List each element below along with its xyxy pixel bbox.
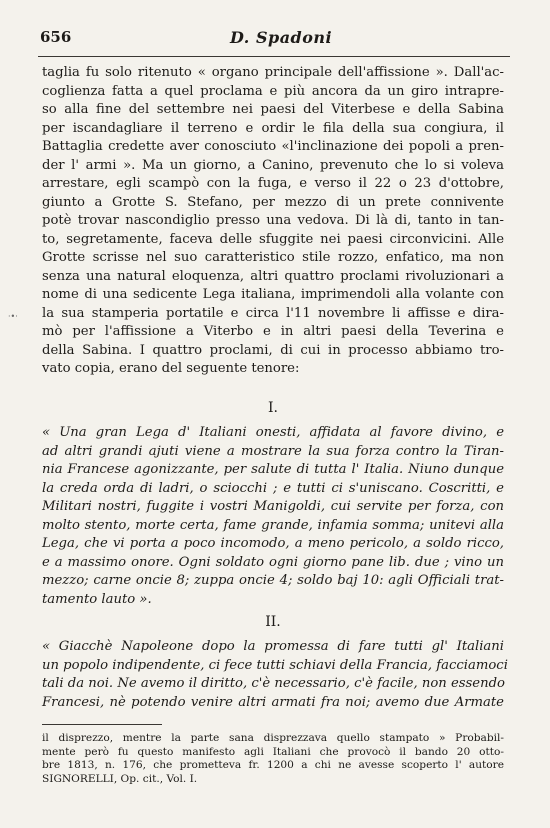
page-header	[40, 28, 510, 52]
footnote	[42, 732, 504, 786]
body-line: Battaglia credette aver conosciuto «l'inclinazione dei popoli a pren-	[42, 139, 504, 154]
quote-line: la creda orda di ladri, o sciocchi ; e tutti ci s'uniscano. Coscritti, e	[42, 480, 504, 496]
quote-line: e a massimo onore. Ogni soldato ogni giorno pane lib. due ; vino un	[42, 554, 504, 570]
section-heading-2: II.	[265, 614, 281, 630]
proclamation-1	[42, 424, 504, 609]
quote-line: Lega, che vi porta a poco incomodo, a meno pericolo, a soldo ricco,	[42, 536, 504, 551]
quote-line: un popolo indipendente, ci fece tutti schiavi della Francia, facciamoci	[42, 657, 508, 673]
quote-line: molto stento, morte certa, fame grande, infamia somma; unitevi alla	[42, 517, 504, 533]
body-line: mò per l'affissione a Viterbo e in altri paesi della Teverina e	[42, 324, 504, 339]
page-number: 656	[40, 28, 72, 46]
quote-line: « Una gran Lega d' Italiani onesti, affidata al favore divino, e	[42, 425, 504, 440]
footnote-line: SIGNORELLI, Op. cit., Vol. I.	[42, 772, 198, 785]
section-heading-1: I.	[268, 400, 278, 416]
body-line: to, segretamente, faceva delle sfuggite nei paesi circonvicini. Alle	[42, 231, 504, 247]
quote-line: tamento lauto ».	[42, 591, 152, 607]
body-line: arrestare, egli scampò con la fuga, e verso il 22 o 23 d'ottobre,	[42, 176, 504, 191]
body-line: so alla fine del settembre nei paesi del Viterbese e della Sabina	[42, 102, 504, 117]
footnote-line: mente però fu questo manifesto agli Italiani che provocò il bando 20 otto-	[42, 745, 504, 758]
body-line: potè trovar nascondiglio presso una vedova. Di là di, tanto in tan-	[42, 213, 504, 228]
body-line: nome di una sedicente Lega italiana, imprimendoli alla volante con	[42, 287, 504, 302]
footnote-line: il disprezzo, mentre la parte sana disprezzava quello stampato » Probabil-	[42, 732, 504, 744]
body-text	[42, 64, 508, 710]
quote-line: nia Francese agonizzante, per salute di tutta l' Italia. Niuno dunque	[42, 462, 504, 477]
body-line: der l' armi ». Ma un giorno, a Canino, prevenuto che lo si voleva	[42, 157, 504, 173]
quote-line: Francesi, nè potendo venire altri armati fra noi; avemo due Armate	[42, 694, 504, 710]
footnote-rule	[42, 724, 162, 725]
body-line: la sua stamperia portatile e circa l'11 novembre li affisse e dira-	[42, 305, 504, 321]
proclamation-2	[42, 638, 508, 712]
body-line: della Sabina. I quattro proclami, di cui in processo abbiamo tro-	[42, 342, 504, 358]
quote-line: Militari nostri, fuggite i vostri Manigoldi, cui servite per forza, con	[42, 499, 504, 514]
body-line: senza una natural eloquenza, altri quattro proclami rivoluzionari a	[42, 268, 504, 284]
body-line: taglia fu solo ritenuto « organo principale dell'affissione ». Dall'ac-	[42, 65, 504, 80]
quote-line: tali da noi. Ne avemo il diritto, c'è necessario, c'è facile, non essendo	[42, 676, 505, 691]
margin-mark: ·•·	[8, 312, 18, 321]
running-head: D. Spadoni	[230, 28, 333, 47]
quote-line: ad altri grandi ajuti viene a mostrare la sua forza contro la Tiran-	[42, 443, 504, 459]
body-line: Grotte scrisse nel suo caratteristico stile rozzo, enfatico, ma non	[42, 250, 504, 265]
body-line: coglienza fatta a quel proclama e più ancora da un giro intrapre-	[42, 83, 504, 99]
body-line: giunto a Grotte S. Stefano, per mezzo di un prete connivente	[42, 194, 504, 210]
footnote-line: bre 1813, n. 176, che prometteva fr. 1200 a chi ne avesse scoperto l' autore	[42, 759, 504, 771]
header-rule	[38, 56, 510, 57]
quote-line: mezzo; carne oncie 8; zuppa oncie 4; soldo baj 10: agli Officiali trat-	[42, 573, 504, 588]
body-line: vato copia, erano del seguente tenore:	[42, 361, 300, 376]
quote-line: « Giacchè Napoleone dopo la promessa di fare tutti gl' Italiani	[42, 639, 504, 654]
body-line: per iscandagliare il terreno e ordir le fila della sua congiura, il	[42, 120, 504, 136]
